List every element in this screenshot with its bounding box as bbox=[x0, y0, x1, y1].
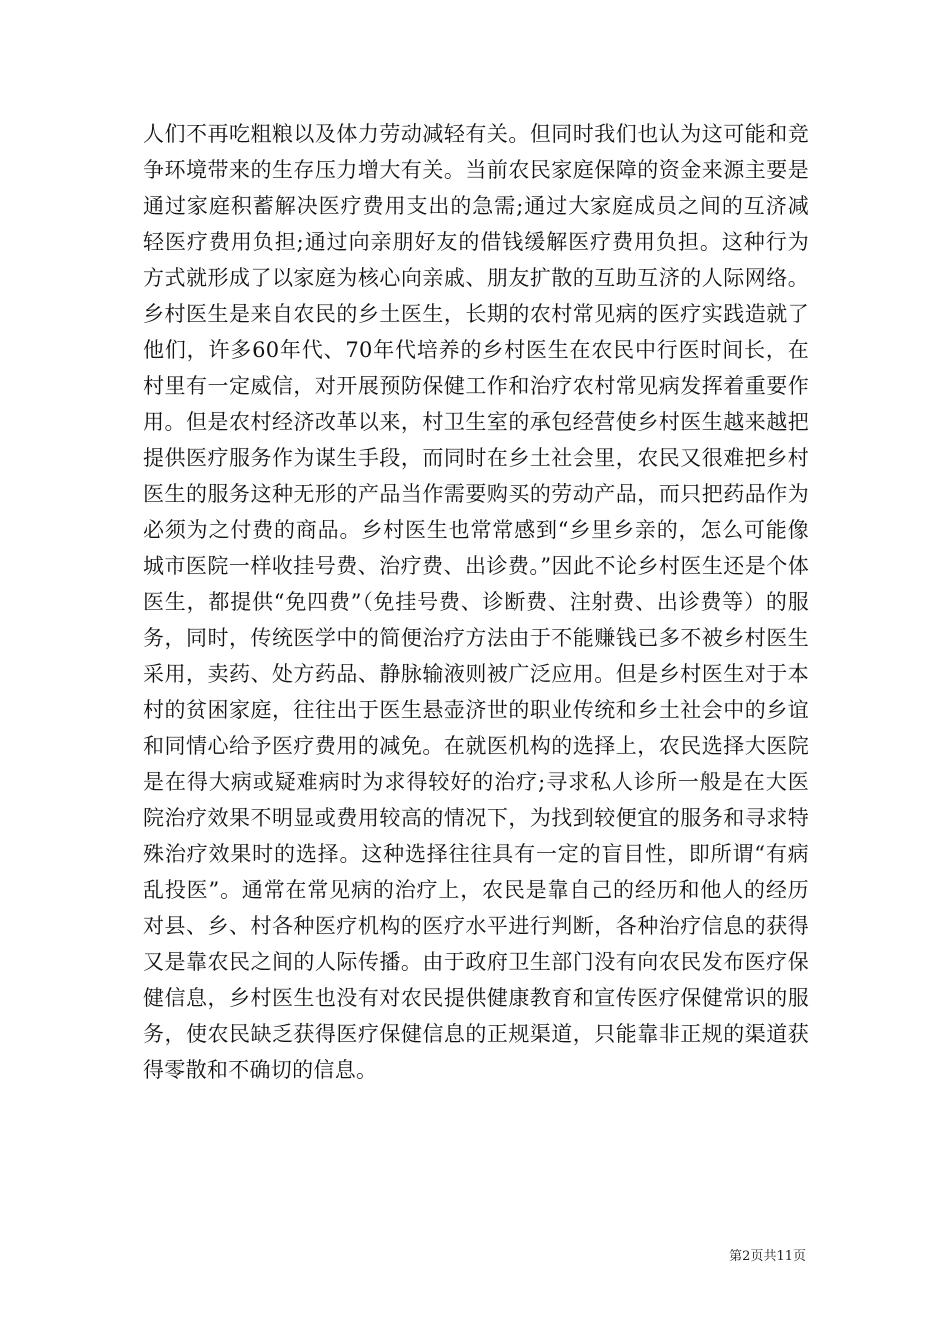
page-number-footer: 第2页共11页 bbox=[729, 1249, 806, 1264]
body-paragraph: 人们不再吃粗粮以及体力劳动减轻有关。但同时我们也认为这可能和竞争环境带来的生存压力增大有关。当前农民家庭保障的资金来源主要是通过家庭积蓄解决医疗费用支出的急需;通过大家庭成员之间的互济减轻医疗费用负担;通过向亲朋好友的借钱缓解医疗费用负担。这种行为方式就形成了以家庭为核心向亲戚、朋友扩散的互助互济的人际网络。乡村医生是来自农民的乡土医生，长期的农村常见病的医疗实践造就了他们，许多60年代、70年代培养的乡村医生在农民中行医时间长，在村里有一定威信，对开展预防保健工作和治疗农村常见病发挥着重要作用。但是农村经济改革以来，村卫生室的承包经营使乡村医生越来越把提供医疗服务作为谋生手段，而同时在乡土社会里，农民又很难把乡村医生的服务这种无形的产品当作需要购买的劳动产品，而只把药品作为必须为之付费的商品。乡村医生也常常感到“乡里乡亲的，怎么可能像城市医院一样收挂号费、治疗费、出诊费。”因此不论乡村医生还是个体医生，都提供“免四费”（免挂号费、诊断费、注射费、出诊费等）的服务，同时，传统医学中的简便治疗方法由于不能赚钱已多不被乡村医生采用，卖药、处方药品、静脉输液则被广泛应用。但是乡村医生对于本村的贫困家庭，往往出于医生悬壶济世的职业传统和乡土社会中的乡谊和同情心给予医疗费用的减免。在就医机构的选择上，农民选择大医院是在得大病或疑难病时为求得较好的治疗;寻求私人诊所一般是在大医院治疗效果不明显或费用较高的情况下，为找到较便宜的服务和寻求特殊治疗效果时的选择。这种选择往往具有一定的盲目性，即所谓“有病乱投医”。通常在常见病的治疗上，农民是靠自己的经历和他人的经历对县、乡、村各种医疗机构的医疗水平进行判断，各种治疗信息的获得又是靠农民之间的人际传播。由于政府卫生部门没有向农民发布医疗保健信息，乡村医生也没有对农民提供健康教育和宣传医疗保健常识的服务，使农民缺乏获得医疗保健信息的正规渠道，只能靠非正规的渠道获得零散和不确切的信息。 bbox=[143, 122, 809, 1082]
